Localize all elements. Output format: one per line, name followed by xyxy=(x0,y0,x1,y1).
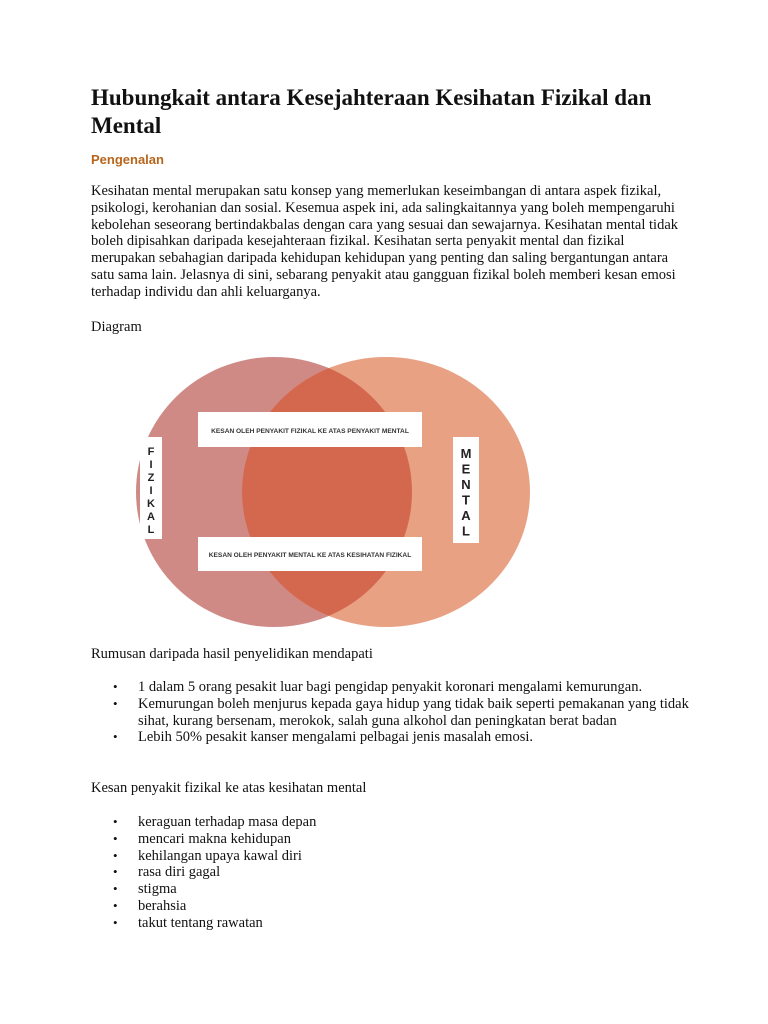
intro-paragraph: Kesihatan mental merupakan satu konsep yang memerlukan keseimbangan di antara aspek fizikal, psikologi, kerohanian dan sosial. Kesemua aspek ini, ada salingkaitannya yang boleh mempengaruhi kebolehan seseorang bertindakbalas dengan cara yang sesuai dan sewajarnya. Kesihatan mental tidak boleh dipisahkan daripada kesejahteraan fizikal. Kesihatan serta penyakit mental dan fizikal merupakan sebahagian daripada kehidupan kehidupan yang penting dan saling bergantungan antara satu sama lain. Jelasnya di sini, sebarang penyakit atau gangguan fizikal boleh memberi kesan emosi terhadap individu dan ahli keluarganya. xyxy=(91,183,679,300)
list-item: • Lebih 50% pesakit kanser mengalami pelbagai jenis masalah emosi. xyxy=(91,729,691,746)
label-letter: M xyxy=(460,446,472,461)
label-letter: Z xyxy=(147,472,155,484)
list-item: • stigma xyxy=(91,881,711,898)
label-letter: K xyxy=(147,498,155,510)
list-item: • rasa diri gagal xyxy=(91,864,711,881)
label-letter: L xyxy=(462,523,470,539)
list-item: • keraguan terhadap masa depan xyxy=(91,814,711,831)
label-letter: T xyxy=(462,492,470,508)
list-item: • mencari makna kehidupan xyxy=(91,831,711,848)
diagram-label: Diagram xyxy=(91,319,142,335)
label-letter: A xyxy=(147,511,155,523)
label-letter: E xyxy=(461,461,471,477)
findings-list xyxy=(91,679,691,746)
effects-list xyxy=(91,814,711,932)
findings-intro: Rumusan daripada hasil penyelidikan mendapati xyxy=(91,646,373,662)
venn-diagram xyxy=(136,357,530,627)
label-letter: I xyxy=(149,459,153,471)
label-letter: L xyxy=(147,524,155,536)
section-heading-pengenalan: Pengenalan xyxy=(91,152,164,167)
list-item: • takut tentang rawatan xyxy=(91,915,711,932)
list-item: • 1 dalam 5 orang pesakit luar bagi pengidap penyakit koronari mengalami kemurungan. xyxy=(91,679,691,696)
effects-intro: Kesan penyakit fizikal ke atas kesihatan mental xyxy=(91,780,367,796)
list-item: • berahsia xyxy=(91,898,711,915)
label-letter: I xyxy=(149,485,153,497)
page-title: Hubungkait antara Kesejahteraan Kesihatan Fizikal dan Mental xyxy=(91,85,652,138)
bottom-box-text: KESAN OLEH PENYAKIT MENTAL KE ATAS KESIHATAN FIZIKAL xyxy=(208,552,412,559)
list-item: • Kemurungan boleh menjurus kepada gaya hidup yang tidak baik seperti pemakanan yang tidak sihat, kurang bersenam, merokok, salah guna alkohol dan peningkatan berat badan xyxy=(91,696,691,730)
list-item: • kehilangan upaya kawal diri xyxy=(91,848,711,865)
mental-label xyxy=(461,446,472,539)
label-letter: A xyxy=(461,508,471,523)
label-letter: N xyxy=(461,477,471,492)
top-box-text: KESAN OLEH PENYAKIT FIZIKAL KE ATAS PENYAKIT MENTAL xyxy=(211,428,409,435)
label-letter: F xyxy=(147,446,155,458)
